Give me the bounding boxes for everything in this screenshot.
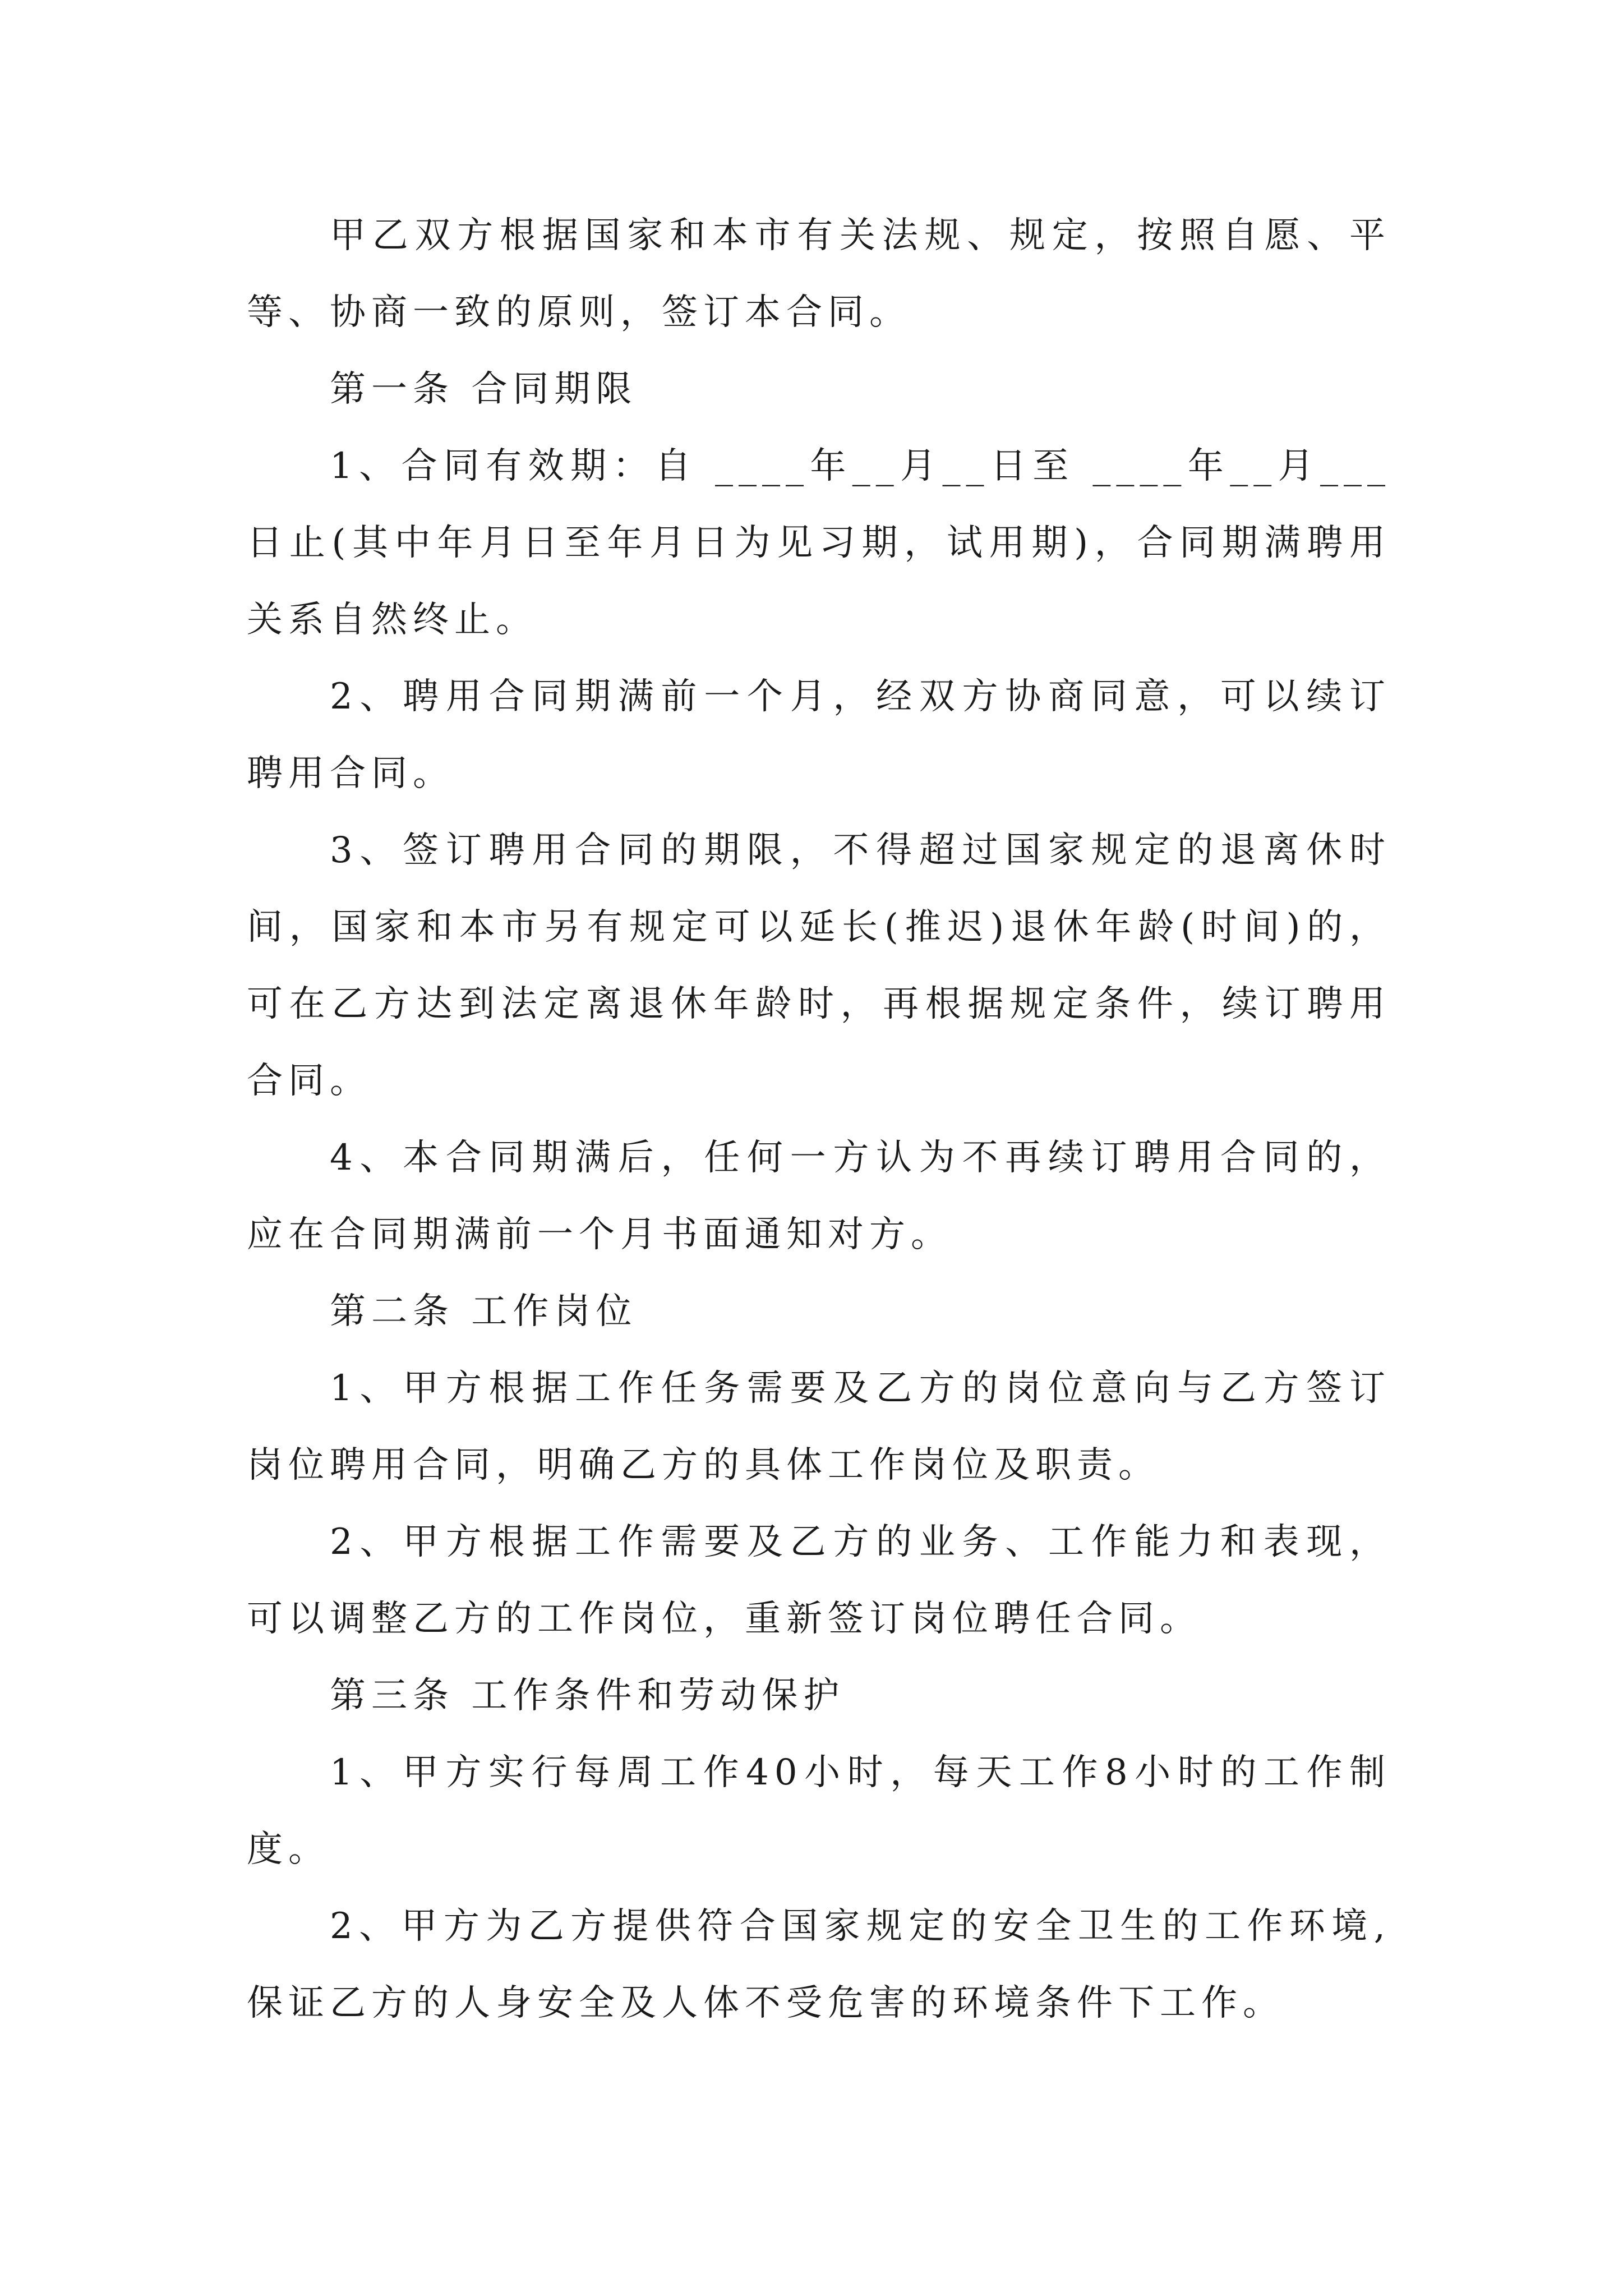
article-3-heading: 第三条 工作条件和劳动保护 [330,1675,845,1717]
article-1-clause-3: 3、签订聘用合同的期限，不得超过国家规定的退离休时间，国家和本市另有规定可以延长(推迟)退休年龄(时间)的，可在乙方达到法定离退休年龄时，再根据规定条件，续订聘用合同。 [247,830,1391,1102]
article-2-heading: 第二条 工作岗位 [330,1291,638,1332]
article-1-heading: 第一条 合同期限 [330,369,638,410]
article-1-clause-4: 4、本合同期满后，任何一方认为不再续订聘用合同的，应在合同期满前一个月书面通知对方。 [247,1137,1391,1255]
intro-paragraph: 甲乙双方根据国家和本市有关法规、规定，按照自愿、平等、协商一致的原则，签订本合同。 [247,215,1391,333]
article-3-clause-1: 1、甲方实行每周工作40小时，每天工作8小时的工作制度。 [247,1752,1391,1870]
article-3-clause-2: 2、甲方为乙方提供符合国家规定的安全卫生的工作环境,保证乙方的人身安全及人体不受危害的环境条件下工作。 [247,1906,1391,2024]
article-2-clause-2: 2、甲方根据工作需要及乙方的业务、工作能力和表现，可以调整乙方的工作岗位，重新签订岗位聘任合同。 [247,1521,1391,1640]
article-1-clause-1: 1、合同有效期：自 ____年__月__日至 ____年__月___日止(其中年月日至年月日为见习期，试用期)，合同期满聘用关系自然终止。 [247,445,1391,641]
article-1-clause-2: 2、聘用合同期满前一个月，经双方协商同意，可以续订聘用合同。 [247,676,1391,794]
document-body [247,197,1391,2042]
article-2-clause-1: 1、甲方根据工作任务需要及乙方的岗位意向与乙方签订岗位聘用合同，明确乙方的具体工作岗位及职责。 [247,1368,1391,1486]
